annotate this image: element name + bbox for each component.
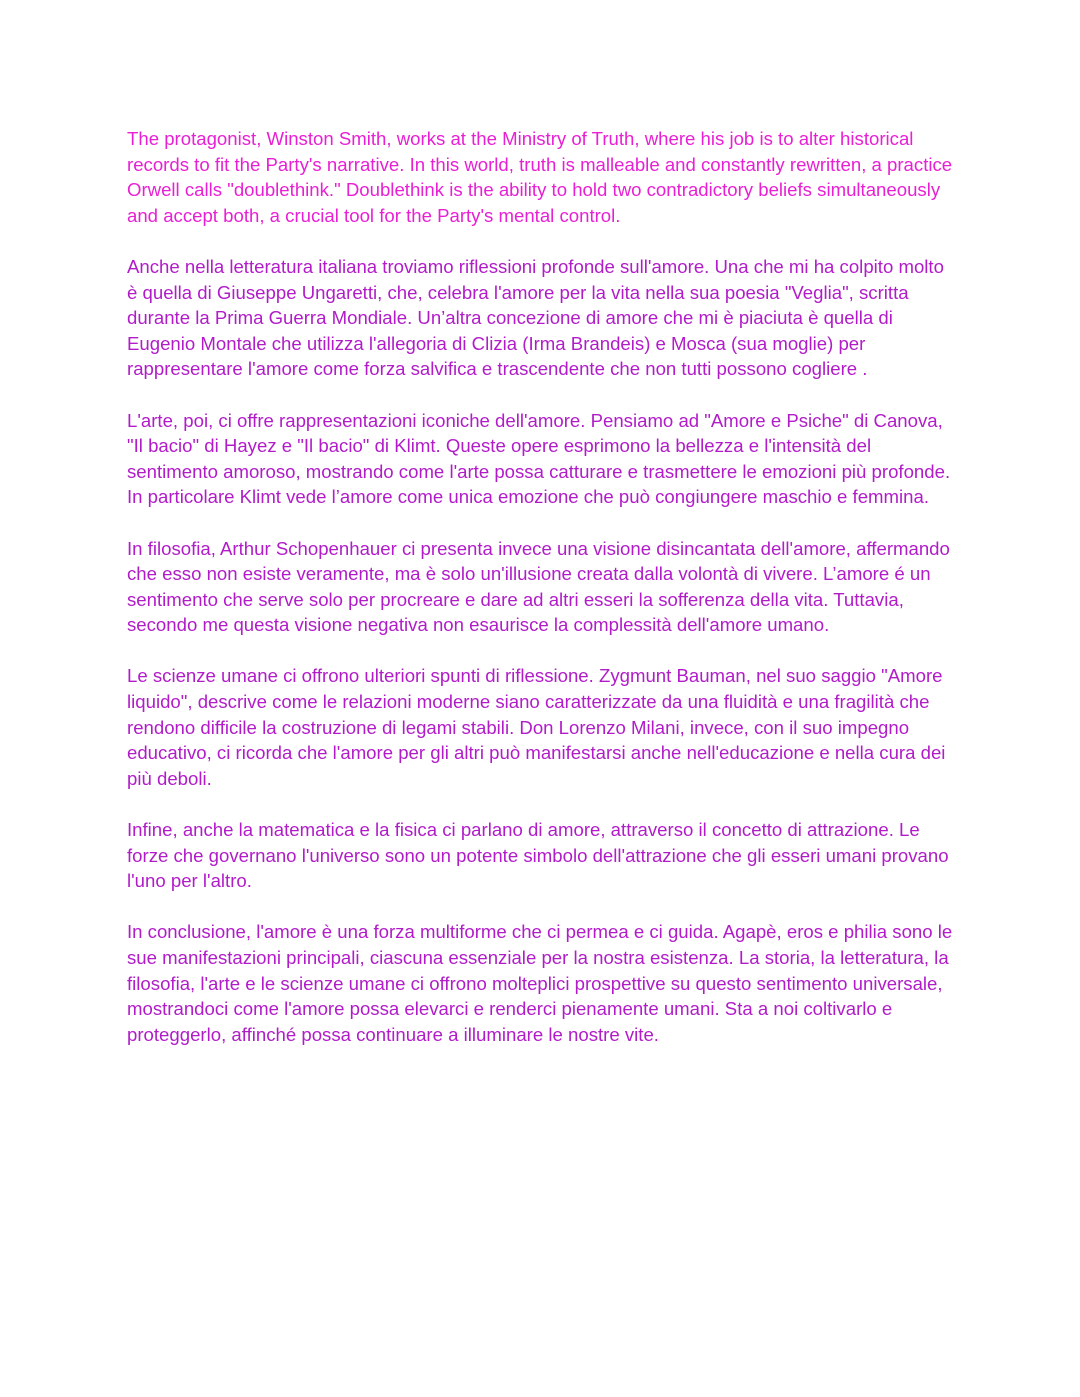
paragraph-scienze-umane: Le scienze umane ci offrono ulteriori spunti di riflessione. Zygmunt Bauman, nel suo saggio "Amore liquido", descrive come le relazioni moderne siano caratterizzate da una fluidità e una fragilità che rendono difficile la costruzione di legami stabili. Don Lorenzo Milani, invece, con il suo impegno educativo, ci ricorda che l'amore per gli altri può manifestarsi anche nell'educazione e nella cura dei più deboli. xyxy=(127,665,946,789)
paragraph-filosofia: In filosofia, Arthur Schopenhauer ci presenta invece una visione disincantata dell'amore, affermando che esso non esiste veramente, ma è solo un'illusione creata dalla volontà di vivere. L’amore é un sentimento che serve solo per procreare e dare ad altri esseri la sofferenza della vita. Tuttavia, secondo me questa visione negativa non esaurisce la complessità dell'amore umano. xyxy=(127,537,950,636)
document-body xyxy=(127,126,957,1073)
paragraph-conclusione: In conclusione, l'amore è una forza multiforme che ci permea e ci guida. Agapè, eros e philia sono le sue manifestazioni principali, ciascuna essenziale per la nostra esistenza. La storia, la letteratura, la filosofia, l'arte e le scienze umane ci offrono molteplici prospettive su questo sentimento universale, mostrandoci come l'amore possa elevarci e renderci pienamente umani. Sta a noi coltivarlo e proteggerlo, affinché possa continuare a illuminare le nostre vite. xyxy=(127,921,953,1045)
paragraph-arte: L'arte, poi, ci offre rappresentazioni iconiche dell'amore. Pensiamo ad "Amore e Psiche" di Canova, "Il bacio" di Hayez e "Il bacio" di Klimt. Queste opere esprimono la bellezza e l'intensità del sentimento amoroso, mostrando come l'arte possa catturare e trasmettere le emozioni più profonde. In particolare Klimt vede l’amore come unica emozione che può congiungere maschio e femmina. xyxy=(127,409,951,508)
paragraph-letteratura: Anche nella letteratura italiana troviamo riflessioni profonde sull'amore. Una che mi ha colpito molto è quella di Giuseppe Ungaretti, che, celebra l'amore per la vita nella sua poesia "Veglia", scritta durante la Prima Guerra Mondiale. Un’altra concezione di amore che mi è piaciuta è quella di Eugenio Montale che utilizza l'allegoria di Clizia (Irma Brandeis) e Mosca (sua moglie) per rappresentare l'amore come forza salvifica e trascendente che non tutti possono cogliere . xyxy=(127,255,944,380)
paragraph-orwell: The protagonist, Winston Smith, works at the Ministry of Truth, where his job is to alter historical records to fit the Party's narrative. In this world, truth is malleable and constantly rewritten, a practice Orwell calls "doublethink." Doublethink is the ability to hold two contradictory beliefs simultaneously and accept both, a crucial tool for the Party's mental control. xyxy=(127,128,953,226)
paragraph-matematica-fisica: Infine, anche la matematica e la fisica ci parlano di amore, attraverso il concetto di attrazione. Le forze che governano l'universo sono un potente simbolo dell'attrazione che gli esseri umani provano l'uno per l'altro. xyxy=(127,819,949,892)
